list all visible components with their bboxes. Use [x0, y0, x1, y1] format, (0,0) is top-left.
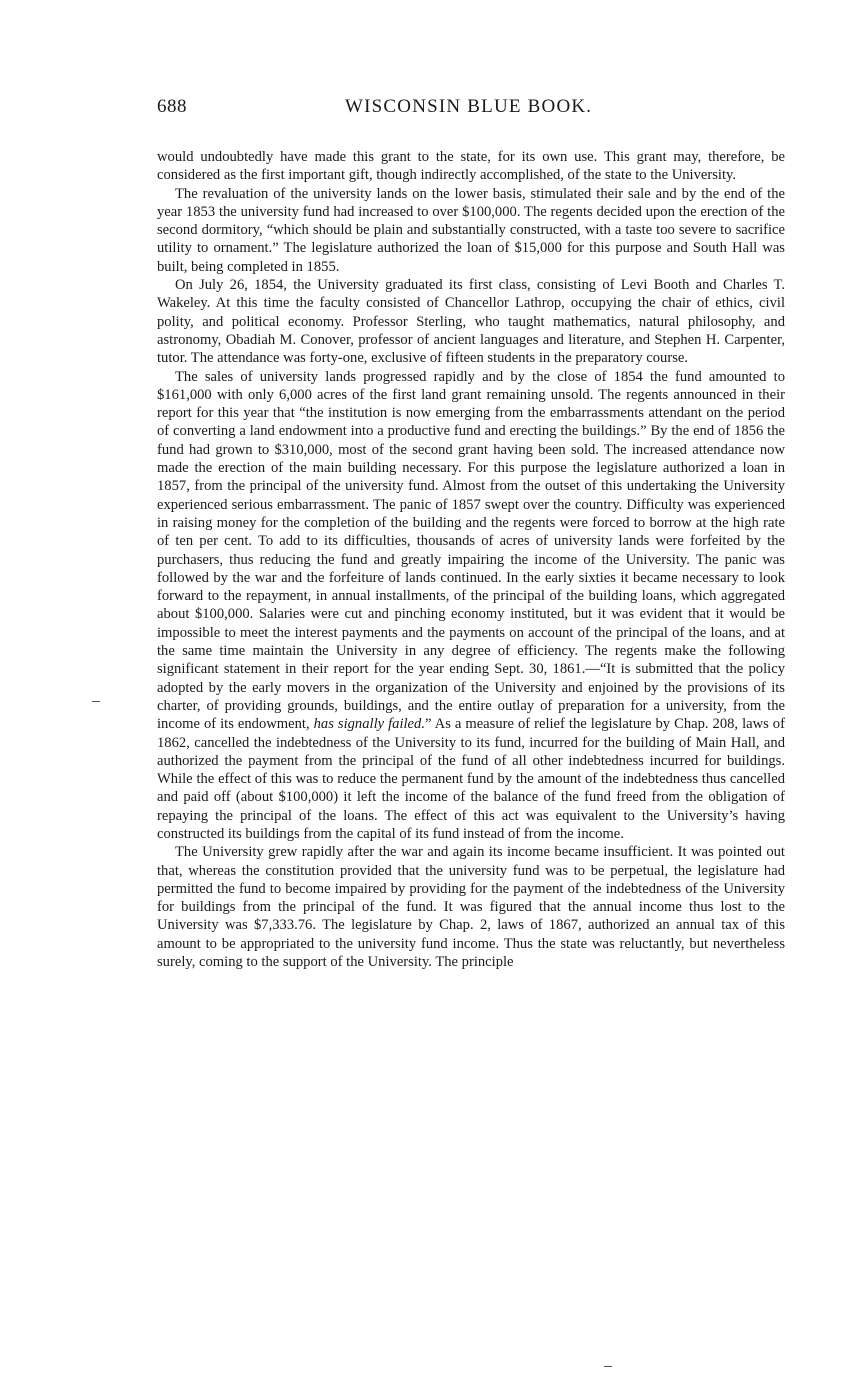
- paragraph-first-class: On July 26, 1854, the University graduated its first class, consisting of Levi Booth and Charles T. Wakeley. At this time the faculty consisted of Chancellor Lathrop, occupying the chair of ethics, civil polity, and political economy. Professor Sterling, who taught mathematics, natural philosophy, and astronomy, Obadiah M. Conover, professor of ancient languages and literature, and Stephen H. Carpenter, tutor. The attendance was forty-one, exclusive of fifteen students in the preparatory course.: [157, 277, 785, 367]
- paragraph-postwar-growth: The University grew rapidly after the war and again its income became insufficient. It was pointed out that, whereas the constitution provided that the university fund was to be perpetual, the legislature had permitted the fund to become impaired by providing for the payment of the indebtedness of the University for buildings from the principal of the fund. It was figured that the annual income thus lost to the University was $7,333.76. The legislature by Chap. 2, laws of 1867, authorized an annual tax of this amount to be appropriated to the university fund income. Thus the state was reluctantly, but nevertheless surely, coming to the support of the University. The principle: [157, 844, 785, 971]
- page-number: 688: [157, 96, 187, 117]
- page-header: [157, 96, 785, 122]
- paragraph-continuation: would undoubtedly have made this grant to the state, for its own use. This grant may, therefore, be considered as the first important gift, though indirectly accomplished, of the state to the University.: [157, 149, 785, 184]
- body-text: [157, 148, 785, 971]
- paragraph-land-sales-text-a: The sales of university lands progressed rapidly and by the close of 1854 the fund amounted to $161,000 with only 6,000 acres of the first land grant remaining unsold. The regents announced in their report for this year that “the institution is now emerging from the embarrassments attendant on the period of converting a land endowment into a productive fund and erecting the buildings.” By the end of 1856 the fund had grown to $310,000, most of the second grant having been sold. The increased attendance now made the erection of the main building necessary. For this purpose the legislature authorized a loan in 1857, from the principal of the university fund. Almost from the outset of this undertaking the University experienced serious embarrassment. The panic of 1857 swept over the country. Difficulty was experienced in raising money for the completion of the building and the regents were forced to borrow at the high rate of ten per cent. To add to its difficulties, thousands of acres of university lands were forfeited by the purchasers, thus reducing the fund and greatly impairing the income of the University. The panic was followed by the war and the forfeiture of lands continued. In the early sixties it became necessary to look forward to the repayment, in annual installments, of the principal of the building loans, which aggregated about $100,000. Salaries were cut and pinching economy instituted, but it was evident that it would be impossible to meet the interest payments and the payments on account of the principal of the loans, and at the same time maintain the University in any degree of efficiency. The regents make the following significant statement in their report for the year ending Sept. 30, 1861.—“It is submitted that the policy adopted by the early movers in the organization of the University and enjoined by the provisions of its charter, of providing grounds, buildings, and the entire outlay of preparation for a university, from the income of its endowment,: [157, 368, 785, 733]
- paragraph-land-sales: [157, 368, 785, 844]
- running-title: WISCONSIN BLUE BOOK.: [345, 96, 593, 117]
- paragraph-revaluation: The revaluation of the university lands on the lower basis, stimulated their sale and by the end of the year 1853 the university fund had increased to over $100,000. The regents decided upon the erection of the second dormitory, “which should be plain and substantially constructed, with a taste too severe to sacrifice utility to ornament.” The legislature authorized the loan of $15,000 for this purpose and South Hall was built, being completed in 1855.: [157, 185, 785, 275]
- scan-speck: [92, 701, 100, 702]
- emphasized-quote: has signally failed.: [313, 716, 425, 733]
- paragraph-land-sales-text-b: ” As a measure of relief the legislature by Chap. 208, laws of 1862, cancelled the indebtedness of the University to its fund, incurred for the building of Main Hall, and authorized the payment from the principal of the fund of all other indebtedness incurred for buildings. While the effect of this was to reduce the permanent fund by the amount of the indebtedness thus cancelled and paid off (about $100,000) it left the income of the balance of the fund freed from the obligation of repaying the principal of the loans. The effect of this act was equivalent to the University’s having constructed its buildings from the capital of its fund instead of from the income.: [157, 716, 785, 842]
- scan-speck: [604, 1366, 612, 1367]
